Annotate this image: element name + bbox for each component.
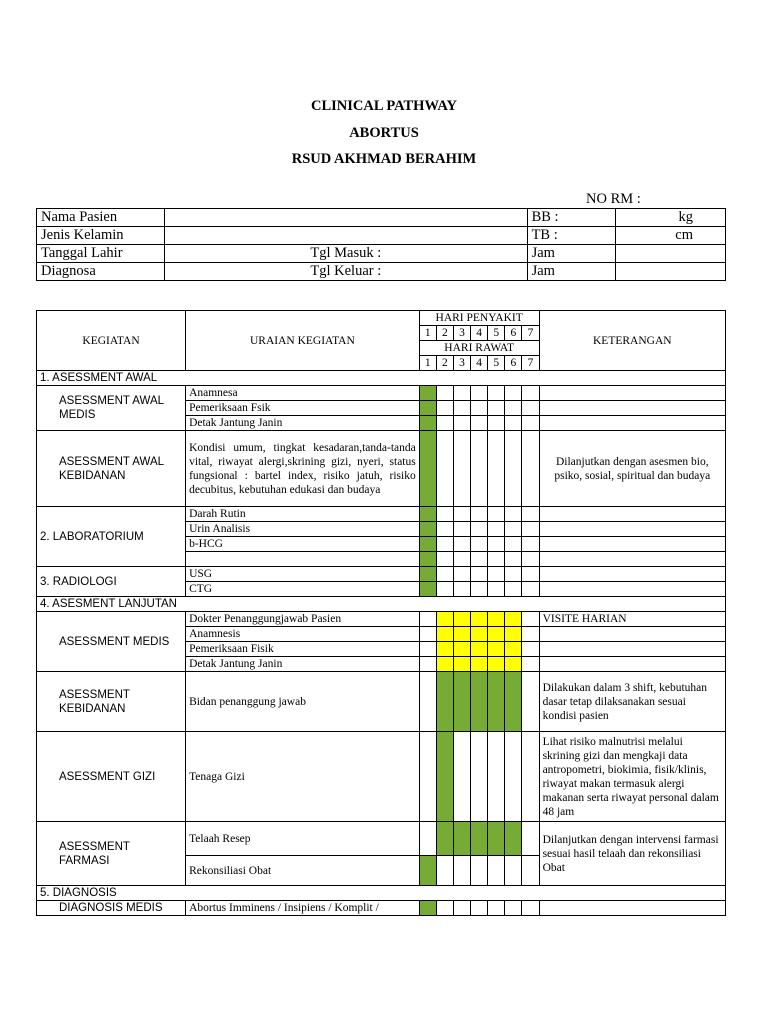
day-cell[interactable]: [522, 657, 539, 672]
cm-unit: cm: [616, 227, 726, 245]
day-cell[interactable]: [488, 522, 505, 537]
day-cell[interactable]: [436, 552, 453, 567]
jam-value[interactable]: [616, 263, 726, 281]
day-cell-filled[interactable]: [453, 642, 470, 657]
table-row: [37, 507, 726, 522]
day-cell[interactable]: [419, 627, 436, 642]
day-cell[interactable]: [436, 507, 453, 522]
day-cell[interactable]: [488, 901, 505, 916]
keterangan-cell: VISITE HARIAN: [539, 612, 725, 627]
kegiatan-medis: ASESSMENT MEDIS: [37, 612, 186, 672]
uraian-cell: Abortus Imminens / Insipiens / Komplit /: [186, 901, 420, 916]
tgl-keluar-label: Tgl Keluar :: [165, 263, 527, 281]
day-cell[interactable]: [453, 431, 470, 507]
day-number: 2: [436, 326, 453, 341]
day-cell-filled[interactable]: [419, 567, 436, 582]
day-cell[interactable]: [505, 401, 522, 416]
day-cell-filled[interactable]: [419, 416, 436, 431]
bb-label: BB :: [527, 209, 616, 227]
day-cell[interactable]: [488, 386, 505, 401]
day-cell-filled[interactable]: [488, 657, 505, 672]
day-cell[interactable]: [453, 386, 470, 401]
day-cell-filled[interactable]: [471, 672, 488, 732]
day-cell[interactable]: [453, 537, 470, 552]
day-cell[interactable]: [436, 537, 453, 552]
uraian-cell: USG: [186, 567, 420, 582]
day-cell[interactable]: [505, 901, 522, 916]
day-cell-filled[interactable]: [419, 522, 436, 537]
day-cell-filled[interactable]: [419, 901, 436, 916]
day-cell[interactable]: [488, 856, 505, 886]
uraian-cell: Darah Rutin: [186, 507, 420, 522]
hari-penyakit-header: HARI PENYAKIT: [419, 311, 539, 326]
day-cell[interactable]: [488, 431, 505, 507]
table-row: [37, 672, 726, 732]
day-cell[interactable]: [505, 507, 522, 522]
day-cell[interactable]: [419, 657, 436, 672]
day-cell-filled[interactable]: [436, 732, 453, 822]
day-cell[interactable]: [453, 567, 470, 582]
day-cell[interactable]: [522, 672, 539, 732]
info-row: [37, 245, 726, 263]
day-cell[interactable]: [471, 416, 488, 431]
day-cell-filled[interactable]: [471, 822, 488, 856]
kegiatan-gizi: ASESSMENT GIZI: [37, 732, 186, 822]
uraian-cell: Urin Analisis: [186, 522, 420, 537]
day-cell[interactable]: [522, 582, 539, 597]
day-cell-filled[interactable]: [436, 627, 453, 642]
day-cell-filled[interactable]: [505, 612, 522, 627]
day-cell[interactable]: [419, 642, 436, 657]
nama-pasien-value[interactable]: [165, 209, 527, 227]
kg-unit: kg: [616, 209, 726, 227]
day-cell[interactable]: [436, 401, 453, 416]
day-cell-filled[interactable]: [436, 612, 453, 627]
day-cell-filled[interactable]: [453, 672, 470, 732]
day-cell[interactable]: [505, 582, 522, 597]
day-cell[interactable]: [505, 416, 522, 431]
day-cell[interactable]: [522, 416, 539, 431]
day-cell[interactable]: [522, 522, 539, 537]
uraian-cell: Dokter Penanggungjawab Pasien: [186, 612, 420, 627]
document-subtitle: ABORTUS: [349, 124, 419, 141]
kegiatan-header: KEGIATAN: [37, 311, 186, 371]
day-cell[interactable]: [505, 386, 522, 401]
day-cell[interactable]: [453, 507, 470, 522]
uraian-cell: Telaah Resep: [186, 822, 420, 856]
day-cell-filled[interactable]: [419, 856, 436, 886]
day-number: 3: [453, 356, 470, 371]
uraian-cell: Pemeriksaan Fsik: [186, 401, 420, 416]
jenis-kelamin-label: Jenis Kelamin: [37, 227, 165, 245]
diagnosa-label: Diagnosa: [37, 263, 165, 281]
day-cell-filled[interactable]: [471, 642, 488, 657]
day-cell[interactable]: [522, 627, 539, 642]
day-cell[interactable]: [436, 582, 453, 597]
keterangan-cell: [539, 507, 725, 522]
jenis-kelamin-value[interactable]: [165, 227, 527, 245]
day-cell-filled[interactable]: [505, 822, 522, 856]
keterangan-cell: [539, 386, 725, 401]
day-cell[interactable]: [505, 522, 522, 537]
section-radiologi: 3. RADIOLOGI: [37, 567, 186, 597]
keterangan-cell: Lihat risiko malnutrisi melalui skrining gizi dan mengkaji data antropometri, biokimia, fisik/klinis, riwayat makan termasuk alergi makanan serta riwayat personal dalam 48 jam: [539, 732, 725, 822]
day-cell-filled[interactable]: [419, 507, 436, 522]
day-cell[interactable]: [471, 552, 488, 567]
header-row: [37, 311, 726, 326]
day-cell[interactable]: [471, 431, 488, 507]
hari-rawat-header: HARI RAWAT: [419, 341, 539, 356]
uraian-cell: Detak Jantung Janin: [186, 657, 420, 672]
kegiatan-awal-kebidanan: ASESSMENT AWAL KEBIDANAN: [37, 431, 186, 507]
day-number: 7: [522, 356, 539, 371]
uraian-cell: Bidan penanggung jawab: [186, 672, 420, 732]
day-cell[interactable]: [522, 856, 539, 886]
day-cell[interactable]: [453, 552, 470, 567]
day-cell-filled[interactable]: [453, 627, 470, 642]
day-cell[interactable]: [436, 567, 453, 582]
day-cell[interactable]: [522, 431, 539, 507]
day-cell[interactable]: [522, 642, 539, 657]
keterangan-cell: [539, 657, 725, 672]
uraian-cell: Tenaga Gizi: [186, 732, 420, 822]
table-row: [37, 612, 726, 627]
uraian-cell: [186, 552, 420, 567]
keterangan-cell: Dilanjutkan dengan intervensi farmasi sesuai hasil telaah dan rekonsiliasi Obat: [539, 822, 725, 886]
table-row: [37, 732, 726, 822]
jam-value[interactable]: [616, 245, 726, 263]
day-cell-filled[interactable]: [505, 642, 522, 657]
day-number: 6: [505, 356, 522, 371]
day-cell-filled[interactable]: [505, 657, 522, 672]
day-cell[interactable]: [488, 732, 505, 822]
day-cell-filled[interactable]: [436, 657, 453, 672]
day-cell[interactable]: [436, 431, 453, 507]
uraian-cell: Rekonsiliasi Obat: [186, 856, 420, 886]
section-asessment-awal: 1. ASESSMENT AWAL: [37, 371, 726, 386]
keterangan-cell: [539, 401, 725, 416]
day-cell[interactable]: [488, 582, 505, 597]
day-cell[interactable]: [505, 732, 522, 822]
jam-label: Jam: [527, 263, 616, 281]
day-cell[interactable]: [488, 507, 505, 522]
uraian-header: URAIAN KEGIATAN: [186, 311, 420, 371]
day-cell-filled[interactable]: [419, 401, 436, 416]
keterangan-cell: [539, 416, 725, 431]
nama-pasien-label: Nama Pasien: [37, 209, 165, 227]
kegiatan-diagnosis-medis: DIAGNOSIS MEDIS: [37, 901, 186, 916]
day-cell[interactable]: [453, 416, 470, 431]
day-cell[interactable]: [471, 386, 488, 401]
table-row: [37, 822, 726, 856]
day-cell-filled[interactable]: [505, 672, 522, 732]
keterangan-cell: [539, 522, 725, 537]
day-cell[interactable]: [522, 537, 539, 552]
section-row: [37, 886, 726, 901]
day-cell[interactable]: [522, 901, 539, 916]
uraian-cell: Detak Jantung Janin: [186, 416, 420, 431]
day-number: 5: [488, 326, 505, 341]
day-cell[interactable]: [522, 732, 539, 822]
day-cell-filled[interactable]: [488, 627, 505, 642]
day-cell[interactable]: [419, 612, 436, 627]
tanggal-lahir-label: Tanggal Lahir: [37, 245, 165, 263]
patient-info-table: [36, 208, 726, 281]
table-row: [37, 567, 726, 582]
kegiatan-awal-medis: ASESSMENT AWAL MEDIS: [37, 386, 186, 431]
day-cell-filled[interactable]: [488, 672, 505, 732]
day-cell[interactable]: [488, 416, 505, 431]
section-asesment-lanjutan: 4. ASESMENT LANJUTAN: [37, 597, 726, 612]
jam-label: Jam: [527, 245, 616, 263]
day-cell[interactable]: [522, 507, 539, 522]
day-cell-filled[interactable]: [505, 627, 522, 642]
day-cell[interactable]: [419, 732, 436, 822]
clinical-pathway-table: [36, 310, 726, 916]
section-diagnosis: 5. DIAGNOSIS: [37, 886, 726, 901]
table-row: [37, 431, 726, 507]
no-rm-label: NO RM :: [586, 191, 641, 207]
info-row: [37, 263, 726, 281]
day-cell[interactable]: [471, 732, 488, 822]
day-cell[interactable]: [436, 901, 453, 916]
day-cell[interactable]: [505, 431, 522, 507]
uraian-cell: Anamnesa: [186, 386, 420, 401]
day-cell[interactable]: [453, 582, 470, 597]
day-cell[interactable]: [522, 567, 539, 582]
kegiatan-kebidanan: ASESSMENT KEBIDANAN: [37, 672, 186, 732]
keterangan-cell: Dilanjutkan dengan asesmen bio, psiko, sosial, spiritual dan budaya: [539, 431, 725, 507]
day-cell-filled[interactable]: [488, 612, 505, 627]
document-title: CLINICAL PATHWAY: [311, 98, 457, 114]
keterangan-header: KETERANGAN: [539, 311, 725, 371]
day-cell[interactable]: [522, 401, 539, 416]
day-cell[interactable]: [505, 537, 522, 552]
keterangan-cell: [539, 901, 725, 916]
day-cell-filled[interactable]: [471, 627, 488, 642]
day-cell[interactable]: [488, 401, 505, 416]
day-cell-filled[interactable]: [453, 657, 470, 672]
day-cell[interactable]: [471, 582, 488, 597]
section-row: [37, 371, 726, 386]
day-cell-filled[interactable]: [436, 642, 453, 657]
day-cell[interactable]: [471, 901, 488, 916]
day-cell[interactable]: [436, 416, 453, 431]
keterangan-cell: [539, 582, 725, 597]
day-cell-filled[interactable]: [436, 672, 453, 732]
day-number: 6: [505, 326, 522, 341]
day-number: 1: [419, 356, 436, 371]
day-cell[interactable]: [453, 522, 470, 537]
day-cell[interactable]: [471, 567, 488, 582]
day-cell[interactable]: [488, 537, 505, 552]
uraian-cell: CTG: [186, 582, 420, 597]
day-cell[interactable]: [453, 401, 470, 416]
day-cell[interactable]: [488, 552, 505, 567]
day-cell[interactable]: [471, 522, 488, 537]
day-cell-filled[interactable]: [471, 612, 488, 627]
day-cell[interactable]: [436, 386, 453, 401]
day-cell[interactable]: [453, 901, 470, 916]
tb-label: TB :: [527, 227, 616, 245]
day-number: 3: [453, 326, 470, 341]
day-cell[interactable]: [488, 567, 505, 582]
tgl-masuk-label: Tgl Masuk :: [165, 245, 527, 263]
day-cell[interactable]: [505, 552, 522, 567]
day-cell-filled[interactable]: [419, 386, 436, 401]
uraian-cell: Anamnesis: [186, 627, 420, 642]
day-cell-filled[interactable]: [453, 822, 470, 856]
table-row: [37, 901, 726, 916]
day-number: 7: [522, 326, 539, 341]
info-row: [37, 227, 726, 245]
day-cell[interactable]: [522, 612, 539, 627]
keterangan-cell: [539, 537, 725, 552]
section-laboratorium: 2. LABORATORIUM: [37, 507, 186, 567]
day-cell[interactable]: [471, 507, 488, 522]
keterangan-cell: [539, 627, 725, 642]
day-cell-filled[interactable]: [453, 612, 470, 627]
day-cell-filled[interactable]: [488, 642, 505, 657]
keterangan-cell: [539, 642, 725, 657]
day-cell-filled[interactable]: [471, 657, 488, 672]
hospital-name: RSUD AKHMAD BERAHIM: [291, 151, 477, 167]
day-number: 2: [436, 356, 453, 371]
day-cell[interactable]: [436, 856, 453, 886]
day-cell-filled[interactable]: [488, 822, 505, 856]
day-cell-filled[interactable]: [419, 431, 436, 507]
day-cell[interactable]: [453, 732, 470, 822]
day-cell[interactable]: [471, 537, 488, 552]
day-cell[interactable]: [471, 856, 488, 886]
day-cell[interactable]: [505, 567, 522, 582]
day-cell-filled[interactable]: [436, 822, 453, 856]
day-cell[interactable]: [453, 856, 470, 886]
day-cell[interactable]: [436, 522, 453, 537]
day-number: 4: [471, 326, 488, 341]
uraian-cell: Pemeriksaan Fisik: [186, 642, 420, 657]
keterangan-cell: [539, 552, 725, 567]
uraian-cell: Kondisi umum, tingkat kesadaran,tanda-tanda vital, riwayat alergi,skrining gizi, nyeri, status fungsional : bartel index, risiko jatuh, risiko decubitus, kebutuhan edukasi dan budaya: [186, 431, 420, 507]
day-cell-filled[interactable]: [419, 537, 436, 552]
day-cell[interactable]: [522, 822, 539, 856]
day-number: 5: [488, 356, 505, 371]
info-row: [37, 209, 726, 227]
keterangan-cell: [539, 567, 725, 582]
day-cell[interactable]: [419, 822, 436, 856]
kegiatan-farmasi: ASESSMENT FARMASI: [37, 822, 186, 886]
day-number: 1: [419, 326, 436, 341]
day-number: 4: [471, 356, 488, 371]
day-cell-filled[interactable]: [419, 552, 436, 567]
table-row: [37, 386, 726, 401]
section-row: [37, 597, 726, 612]
day-cell-filled[interactable]: [419, 582, 436, 597]
keterangan-cell: Dilakukan dalam 3 shift, kebutuhan dasar tetap dilaksanakan sesuai kondisi pasien: [539, 672, 725, 732]
day-cell[interactable]: [505, 856, 522, 886]
uraian-cell: b-HCG: [186, 537, 420, 552]
day-cell[interactable]: [522, 386, 539, 401]
day-cell[interactable]: [419, 672, 436, 732]
day-cell[interactable]: [522, 552, 539, 567]
day-cell[interactable]: [471, 401, 488, 416]
document-title-block: [0, 93, 768, 173]
